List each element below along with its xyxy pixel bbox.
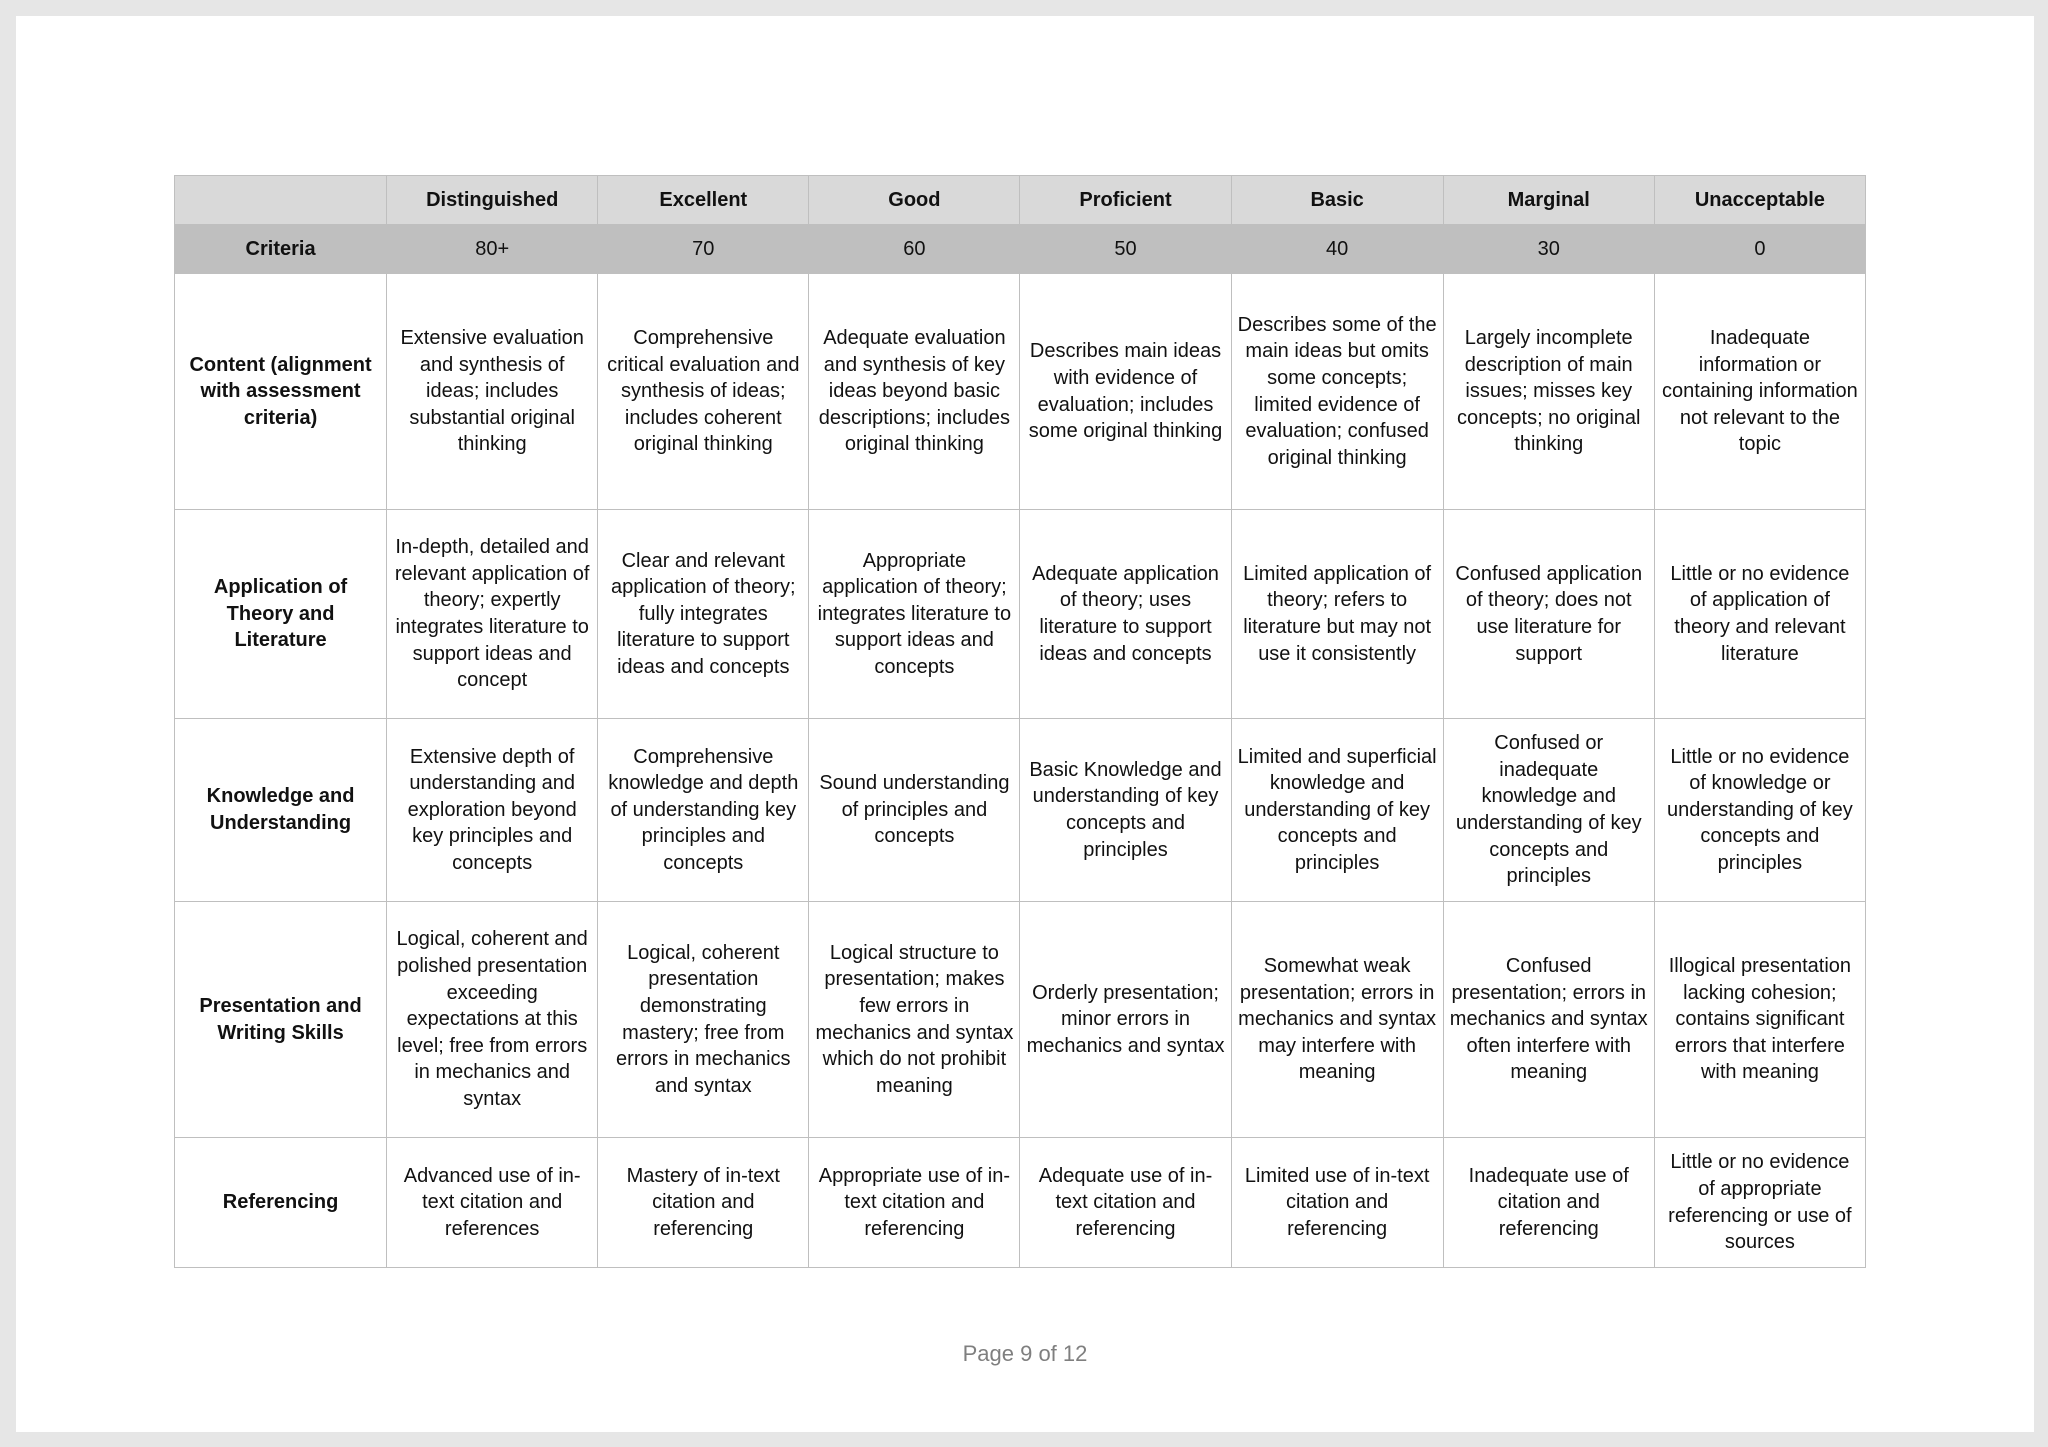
score-cell: 40 [1231, 225, 1443, 274]
score-cell: 50 [1020, 225, 1231, 274]
descriptor-cell: Extensive depth of understanding and exploration beyond key principles and concepts [387, 719, 598, 902]
descriptor-cell: Somewhat weak presentation; errors in mechanics and syntax may interfere with meaning [1231, 902, 1443, 1138]
descriptor-cell: Limited application of theory; refers to literature but may not use it consistently [1231, 510, 1443, 719]
descriptor-cell: Logical, coherent presentation demonstrating mastery; free from errors in mechanics and syntax [598, 902, 809, 1138]
rubric-row-referencing [175, 1138, 1866, 1268]
descriptor-cell: Extensive evaluation and synthesis of ideas; includes substantial original thinking [387, 274, 598, 510]
score-cell: 70 [598, 225, 809, 274]
descriptor-cell: Little or no evidence of knowledge or understanding of key concepts and principles [1654, 719, 1865, 902]
rubric-row-application [175, 510, 1866, 719]
score-cell: 30 [1443, 225, 1654, 274]
descriptor-cell: Orderly presentation; minor errors in mechanics and syntax [1020, 902, 1231, 1138]
rubric-row-presentation [175, 902, 1866, 1138]
level-header: Proficient [1020, 176, 1231, 225]
descriptor-cell: Clear and relevant application of theory; fully integrates literature to support ideas and concepts [598, 510, 809, 719]
level-header: Distinguished [387, 176, 598, 225]
descriptor-cell: Adequate application of theory; uses literature to support ideas and concepts [1020, 510, 1231, 719]
level-header: Good [809, 176, 1020, 225]
scores-header-row [175, 225, 1866, 274]
level-header: Basic [1231, 176, 1443, 225]
descriptor-cell: Appropriate use of in-text citation and referencing [809, 1138, 1020, 1268]
descriptor-cell: Little or no evidence of application of theory and relevant literature [1654, 510, 1865, 719]
page-number: Page 9 of 12 [962, 1341, 1088, 1366]
descriptor-cell: Illogical presentation lacking cohesion; contains significant errors that interfere with meaning [1654, 902, 1865, 1138]
descriptor-cell: Confused or inadequate knowledge and understanding of key concepts and principles [1443, 719, 1654, 902]
descriptor-cell: Comprehensive critical evaluation and synthesis of ideas; includes coherent original thinking [598, 274, 809, 510]
descriptor-cell: Basic Knowledge and understanding of key concepts and principles [1020, 719, 1231, 902]
descriptor-cell: Limited use of in-text citation and referencing [1231, 1138, 1443, 1268]
criterion-label: Content (alignment with assessment criteria) [175, 274, 387, 510]
level-header: Excellent [598, 176, 809, 225]
descriptor-cell: Describes some of the main ideas but omits some concepts; limited evidence of evaluation; confused original thinking [1231, 274, 1443, 510]
rubric-table [174, 175, 1866, 1268]
levels-header-row [175, 176, 1866, 225]
descriptor-cell: Logical, coherent and polished presentation exceeding expectations at this level; free from errors in mechanics and syntax [387, 902, 598, 1138]
descriptor-cell: Inadequate information or containing information not relevant to the topic [1654, 274, 1865, 510]
descriptor-cell: Comprehensive knowledge and depth of understanding key principles and concepts [598, 719, 809, 902]
document-page [16, 16, 2034, 1432]
rubric-row-knowledge [175, 719, 1866, 902]
descriptor-cell: Describes main ideas with evidence of evaluation; includes some original thinking [1020, 274, 1231, 510]
descriptor-cell: Limited and superficial knowledge and understanding of key concepts and principles [1231, 719, 1443, 902]
descriptor-cell: Sound understanding of principles and concepts [809, 719, 1020, 902]
rubric-row-content [175, 274, 1866, 510]
descriptor-cell: Confused application of theory; does not use literature for support [1443, 510, 1654, 719]
criterion-label: Application of Theory and Literature [175, 510, 387, 719]
descriptor-cell: Appropriate application of theory; integrates literature to support ideas and concepts [809, 510, 1020, 719]
score-cell: 60 [809, 225, 1020, 274]
descriptor-cell: Logical structure to presentation; makes few errors in mechanics and syntax which do not prohibit meaning [809, 902, 1020, 1138]
criteria-header: Criteria [175, 225, 387, 274]
corner-cell [175, 176, 387, 225]
score-cell: 0 [1654, 225, 1865, 274]
descriptor-cell: In-depth, detailed and relevant application of theory; expertly integrates literature to support ideas and concept [387, 510, 598, 719]
descriptor-cell: Largely incomplete description of main issues; misses key concepts; no original thinking [1443, 274, 1654, 510]
descriptor-cell: Adequate use of in-text citation and referencing [1020, 1138, 1231, 1268]
descriptor-cell: Adequate evaluation and synthesis of key ideas beyond basic descriptions; includes original thinking [809, 274, 1020, 510]
criterion-label: Referencing [175, 1138, 387, 1268]
criterion-label: Knowledge and Understanding [175, 719, 387, 902]
descriptor-cell: Inadequate use of citation and referencing [1443, 1138, 1654, 1268]
level-header: Marginal [1443, 176, 1654, 225]
descriptor-cell: Confused presentation; errors in mechanics and syntax often interfere with meaning [1443, 902, 1654, 1138]
level-header: Unacceptable [1654, 176, 1865, 225]
descriptor-cell: Advanced use of in-text citation and references [387, 1138, 598, 1268]
descriptor-cell: Mastery of in-text citation and referencing [598, 1138, 809, 1268]
score-cell: 80+ [387, 225, 598, 274]
descriptor-cell: Little or no evidence of appropriate referencing or use of sources [1654, 1138, 1865, 1268]
criterion-label: Presentation and Writing Skills [175, 902, 387, 1138]
